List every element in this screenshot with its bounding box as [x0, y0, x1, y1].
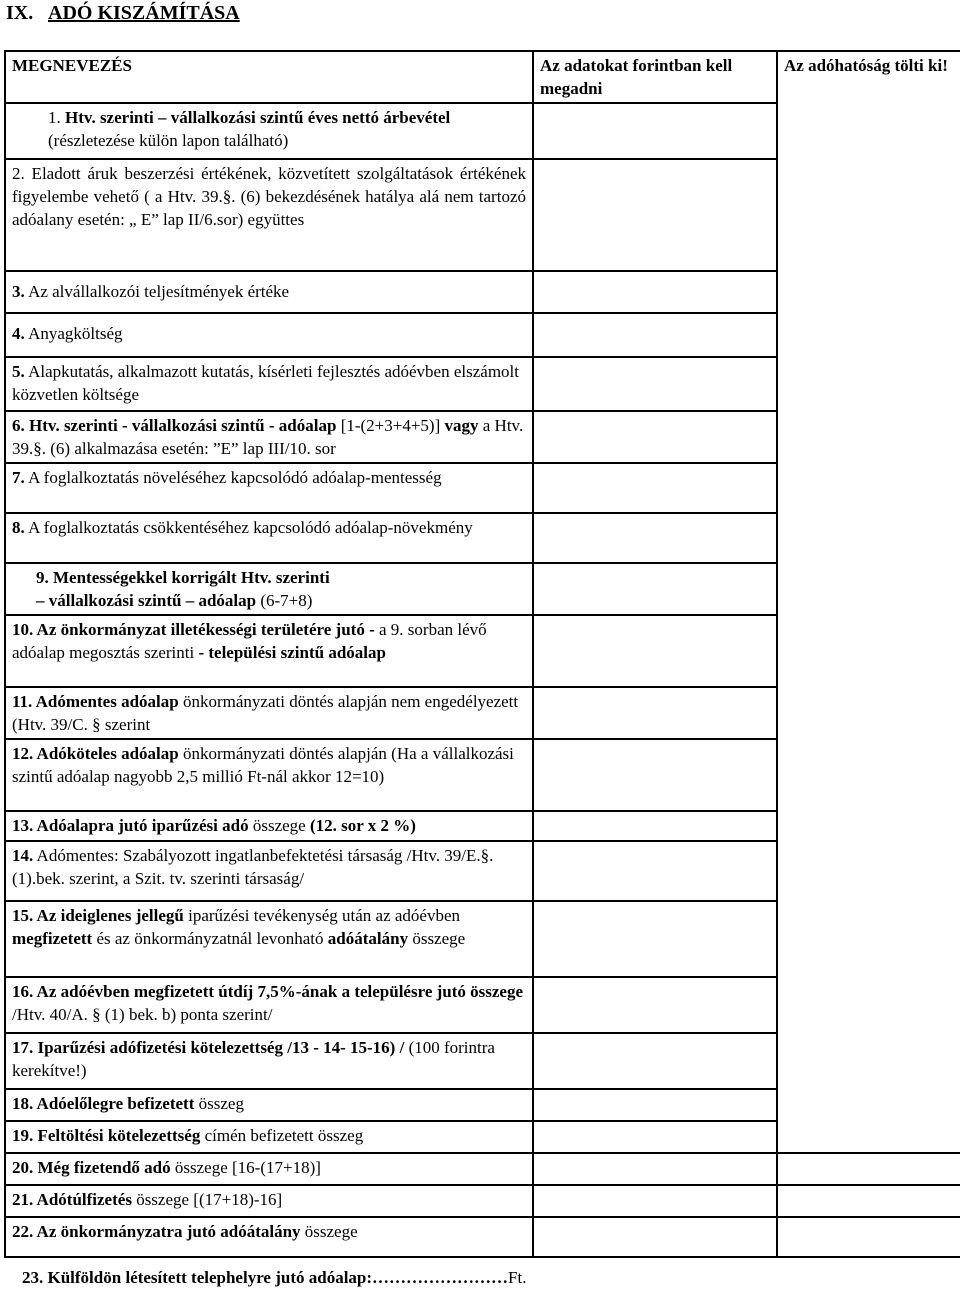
- row-22-amount[interactable]: [533, 1217, 777, 1257]
- row-15-amount[interactable]: [533, 901, 777, 977]
- footer-unit: Ft.: [508, 1268, 527, 1287]
- row-bold-text: 22. Az önkormányzatra jutó adóátalány: [12, 1222, 301, 1241]
- row-bold-text: adóátalány: [327, 929, 409, 948]
- row-bold-text: 18. Adóelőlegre befizetett: [12, 1094, 195, 1113]
- row-12-amount[interactable]: [533, 739, 777, 811]
- row-text: iparűzési tevékenység után az adóévben: [183, 906, 461, 925]
- table-row: [5, 1153, 960, 1185]
- row-number: 1.: [48, 108, 61, 127]
- row-bold-text: 19. Feltöltési kötelezettség: [12, 1126, 201, 1145]
- row-bold-text: megfizetett: [12, 929, 93, 948]
- row-text: és az önkormányzatnál levonható: [92, 929, 328, 948]
- row-text: (100 forintra kerekítve!): [12, 1038, 495, 1080]
- row-1-amount[interactable]: [533, 103, 777, 159]
- row-text: önkormányzati döntés alapján nem engedélyezett (Htv. 39/C. § szerint: [12, 692, 519, 734]
- row-bold-text: 21. Adótúlfizetés: [12, 1190, 132, 1209]
- row-20-amount[interactable]: [533, 1153, 777, 1185]
- row-3-amount[interactable]: [533, 271, 777, 313]
- row-19-label: [5, 1121, 533, 1153]
- row-bold-text: 10. Az önkormányzat illetékességi területére jutó -: [12, 620, 379, 639]
- row-8-label: [5, 513, 533, 563]
- row-text: összege: [300, 1222, 358, 1241]
- section-title: ADÓ KISZÁMÍTÁSA: [48, 2, 240, 24]
- row-number: 4.: [12, 324, 25, 343]
- row-text: Anyagköltség: [28, 324, 123, 343]
- row-bold-text: vagy: [444, 416, 479, 435]
- header-authority: Az adóhatóság tölti ki!: [777, 51, 960, 1153]
- row-15-label: [5, 901, 533, 977]
- row-8-amount[interactable]: [533, 513, 777, 563]
- table-row: [5, 1217, 960, 1257]
- header-amount: Az adatokat forintban kell megadni: [533, 51, 777, 103]
- row-text: önkormányzati döntés alapján (Ha a vállalkozási szintű adóalap nagyobb 2,5 millió Ft-nál akkor 12=10): [12, 744, 514, 786]
- row-21-authority: [777, 1185, 960, 1217]
- row-text: összege [16-(17+18)]: [170, 1158, 321, 1177]
- row-2-label: [5, 159, 533, 271]
- row-6-amount[interactable]: [533, 411, 777, 463]
- row-bold-text: 17. Iparűzési adófizetési kötelezettség /13 - 14- 15-16) /: [12, 1038, 405, 1057]
- section-heading: [6, 2, 240, 25]
- row-text: (6-7+8): [256, 591, 313, 610]
- row-bold-text: - települési szintű adóalap: [198, 643, 386, 662]
- row-bold-text: (12. sor x 2 %): [309, 816, 416, 835]
- row-text: A foglalkoztatás növeléséhez kapcsolódó adóalap-mentesség: [28, 468, 442, 487]
- row-13-amount[interactable]: [533, 811, 777, 841]
- table-row: [5, 1185, 960, 1217]
- row-4-label: [5, 313, 533, 357]
- row-17-label: [5, 1033, 533, 1089]
- row-text: címén befizetett összeg: [200, 1126, 364, 1145]
- row-2-amount[interactable]: [533, 159, 777, 271]
- row-text: összeg: [194, 1094, 244, 1113]
- row-19-amount[interactable]: [533, 1121, 777, 1153]
- row-bold-text: 16. Az adóévben megfizetett útdíj 7,5%-ának a településre jutó összege: [12, 982, 524, 1001]
- row-11-amount[interactable]: [533, 687, 777, 739]
- row-10-amount[interactable]: [533, 615, 777, 687]
- row-text: 2. Eladott áruk beszerzési értékének, közvetített szolgáltatások értékének figyelembe vehető ( a Htv. 39.§. (6) bekezdésének hatálya alá nem tartozó adóalany esetén: „ E” lap II/6.sor) együttes: [12, 164, 526, 229]
- row-20-label: [5, 1153, 533, 1185]
- row-bold-text: 11. Adómentes adóalap: [12, 692, 179, 711]
- row-bold-text: Htv. szerinti – vállalkozási szintű éves nettó árbevétel: [65, 108, 451, 127]
- row-bold-text: 6. Htv. szerinti - vállalkozási szintű - adóalap: [12, 416, 337, 435]
- tax-calculation-table: [4, 50, 960, 1258]
- row-22-label: [5, 1217, 533, 1257]
- row-text: összege: [408, 929, 466, 948]
- row-4-amount[interactable]: [533, 313, 777, 357]
- row-bold-text: – vállalkozási szintű – adóalap: [36, 591, 257, 610]
- row-12-label: [5, 739, 533, 811]
- row-9-label: [5, 563, 533, 615]
- row-text: (részletezése külön lapon található): [48, 131, 289, 150]
- row-14-label: [5, 841, 533, 901]
- row-5-amount[interactable]: [533, 357, 777, 411]
- row-9-amount[interactable]: [533, 563, 777, 615]
- foreign-site-tax-base: [22, 1268, 526, 1288]
- row-text: /Htv. 40/A. § (1) bek. b) ponta szerint/: [12, 1005, 273, 1024]
- row-number: 5.: [12, 362, 25, 381]
- row-10-label: [5, 615, 533, 687]
- section-number: IX.: [6, 2, 34, 24]
- row-text: [1-(2+3+4+5)]: [336, 416, 441, 435]
- row-bold-text: 15. Az ideiglenes jellegű: [12, 906, 184, 925]
- row-11-label: [5, 687, 533, 739]
- row-bold-text: 14.: [12, 846, 34, 865]
- header-name: MEGNEVEZÉS: [5, 51, 533, 103]
- row-bold-text: 12. Adóköteles adóalap: [12, 744, 179, 763]
- row-21-amount[interactable]: [533, 1185, 777, 1217]
- row-number: 3.: [12, 282, 25, 301]
- row-number: 8.: [12, 518, 25, 537]
- row-bold-text: 9. Mentességekkel korrigált Htv. szerinti: [36, 568, 330, 587]
- row-5-label: [5, 357, 533, 411]
- row-bold-text: 20. Még fizetendő adó: [12, 1158, 171, 1177]
- row-3-label: [5, 271, 533, 313]
- row-1-label: [5, 103, 533, 159]
- row-16-amount[interactable]: [533, 977, 777, 1033]
- row-17-amount[interactable]: [533, 1033, 777, 1089]
- row-21-label: [5, 1185, 533, 1217]
- row-14-amount[interactable]: [533, 841, 777, 901]
- row-13-label: [5, 811, 533, 841]
- footer-label: 23. Külföldön létesített telephelyre jutó adóalap:……………………: [22, 1268, 509, 1287]
- row-22-authority: [777, 1217, 960, 1257]
- row-text: Alapkutatás, alkalmazott kutatás, kísérleti fejlesztés adóévben elszámolt közvetlen költsége: [12, 362, 519, 404]
- row-16-label: [5, 977, 533, 1033]
- row-18-label: [5, 1089, 533, 1121]
- row-text: összege: [248, 816, 310, 835]
- row-text: Az alvállalkozói teljesítmények értéke: [28, 282, 290, 301]
- row-7-label: [5, 463, 533, 513]
- row-text: összege [(17+18)-16]: [131, 1190, 283, 1209]
- row-7-amount[interactable]: [533, 463, 777, 513]
- row-text: a Htv. 39.§. (6) alkalmazása esetén: ”E” lap III/10. sor: [12, 416, 524, 458]
- table-header-row: [5, 51, 960, 103]
- row-6-label: [5, 411, 533, 463]
- row-bold-text: 13. Adóalapra jutó iparűzési adó: [12, 816, 249, 835]
- row-text: Adómentes: Szabályozott ingatlanbefektetési társaság /Htv. 39/E.§. (1).bek. szerint, a Szit. tv. szerinti társaság/: [12, 846, 494, 888]
- row-18-amount[interactable]: [533, 1089, 777, 1121]
- row-text: a 9. sorban lévő adóalap megosztás szerinti: [12, 620, 487, 662]
- row-number: 7.: [12, 468, 25, 487]
- row-text: A foglalkoztatás csökkentéséhez kapcsolódó adóalap-növekmény: [28, 518, 473, 537]
